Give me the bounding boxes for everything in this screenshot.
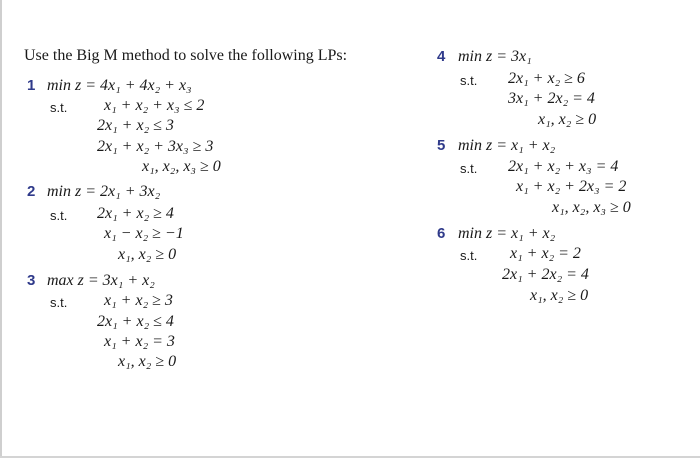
nonnegativity-constraint: x₁, x₂ ≥ 0 xyxy=(118,246,177,263)
subject-to-label: s.t. xyxy=(460,161,478,176)
constraint: 2x₁ + 2x₂ = 4 xyxy=(502,266,589,283)
constraint: 2x₁ + x₂ ≤ 3 xyxy=(97,117,174,134)
constraint: x₁ − x₂ ≥ −1 xyxy=(104,225,184,242)
nonnegativity-constraint: x₁, x₂ ≥ 0 xyxy=(538,111,597,128)
objective-function: min z = x₁ + x₂ xyxy=(458,137,556,154)
constraint: 2x₁ + x₂ ≤ 4 xyxy=(97,313,174,330)
constraint: 2x₁ + x₂ ≥ 4 xyxy=(97,205,174,222)
subject-to-label: s.t. xyxy=(460,248,478,263)
nonnegativity-constraint: x₁, x₂, x₃ ≥ 0 xyxy=(552,199,631,216)
subject-to-label: s.t. xyxy=(50,208,68,223)
problem-number: 1 xyxy=(27,77,36,94)
constraint: 3x₁ + 2x₂ = 4 xyxy=(508,90,595,107)
objective-function: min z = 3x₁ xyxy=(458,48,532,65)
subject-to-label: s.t. xyxy=(460,73,478,88)
nonnegativity-constraint: x₁, x₂ ≥ 0 xyxy=(118,353,177,370)
constraint: x₁ + x₂ ≥ 3 xyxy=(104,292,173,309)
problem-number: 5 xyxy=(437,137,446,154)
subject-to-label: s.t. xyxy=(50,100,68,115)
constraint: x₁ + x₂ = 3 xyxy=(104,333,175,350)
constraint: 2x₁ + x₂ + 3x₃ ≥ 3 xyxy=(97,138,214,155)
problem-number: 6 xyxy=(437,225,446,242)
objective-function: min z = 4x₁ + 4x₂ + x₃ xyxy=(47,77,192,94)
constraint: x₁ + x₂ = 2 xyxy=(510,245,581,262)
subject-to-label: s.t. xyxy=(50,295,68,310)
constraint: x₁ + x₂ + x₃ ≤ 2 xyxy=(104,97,205,114)
objective-function: min z = 2x₁ + 3x₂ xyxy=(47,183,161,200)
problem-number: 4 xyxy=(437,48,446,65)
constraint: 2x₁ + x₂ + x₃ = 4 xyxy=(508,158,619,175)
instructions-heading: Use the Big M method to solve the following LPs: xyxy=(24,47,348,64)
nonnegativity-constraint: x₁, x₂, x₃ ≥ 0 xyxy=(142,158,221,175)
constraint: 2x₁ + x₂ ≥ 6 xyxy=(508,70,585,87)
nonnegativity-constraint: x₁, x₂ ≥ 0 xyxy=(530,287,589,304)
objective-function: max z = 3x₁ + x₂ xyxy=(47,272,155,289)
left-border xyxy=(0,0,2,458)
problem-number: 2 xyxy=(27,183,36,200)
problem-number: 3 xyxy=(27,272,36,289)
objective-function: min z = x₁ + x₂ xyxy=(458,225,556,242)
constraint: x₁ + x₂ + 2x₃ = 2 xyxy=(516,178,627,195)
